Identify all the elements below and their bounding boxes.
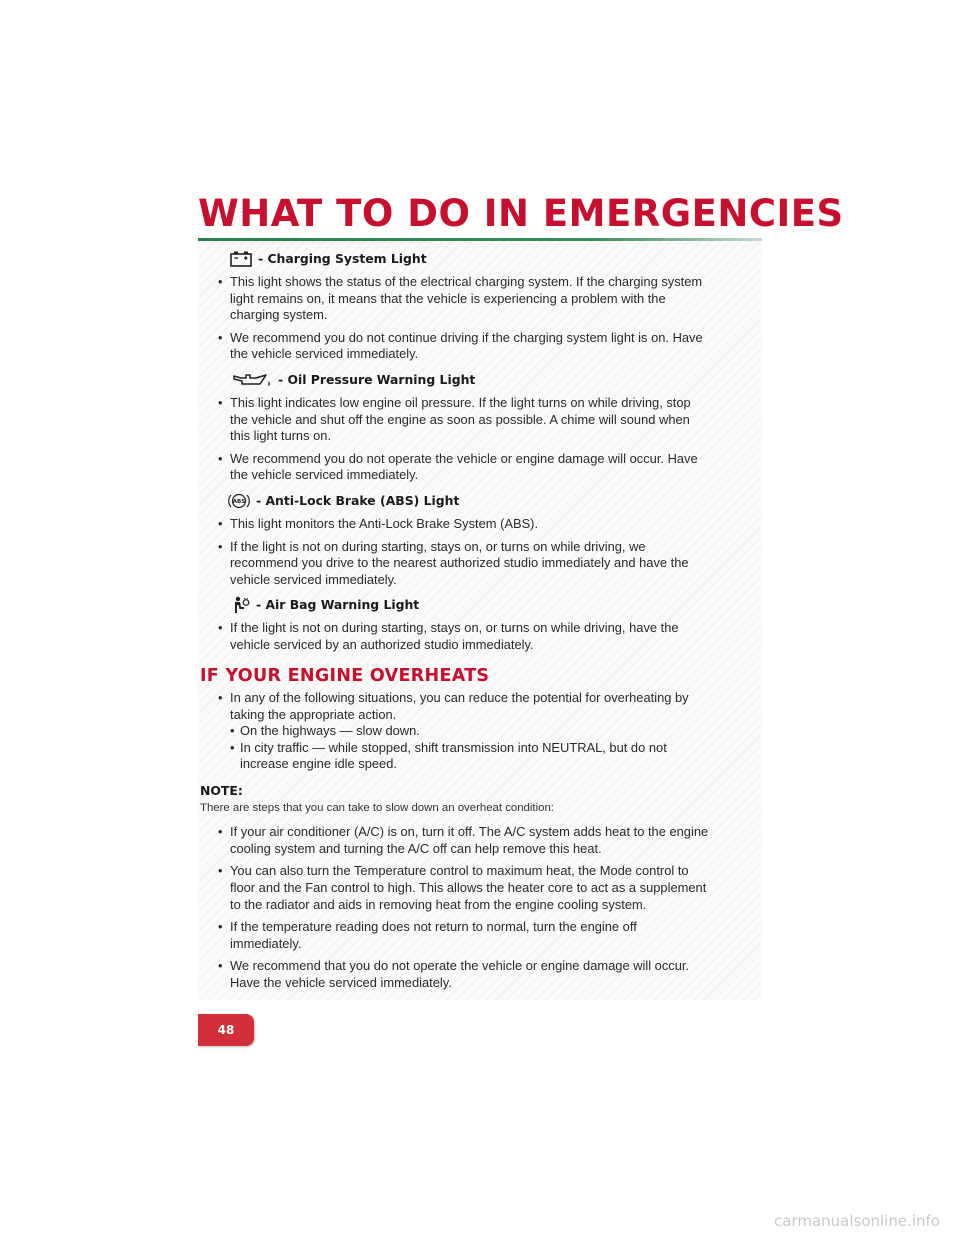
overheat-step-4: • We recommend that you do not operate the vehicle or engine damage will occur. Have the vehicle serviced immediately.: [200, 958, 710, 991]
page-number-badge: 48: [198, 1014, 254, 1046]
abs-icon: [228, 492, 250, 510]
battery-icon: [230, 251, 252, 267]
charging-bullet-1: • This light shows the status of the electrical charging system. If the charging system light remains on, it means that the vehicle is experiencing a problem with the charging system.: [200, 274, 710, 324]
abs-icon-text: ABS: [232, 499, 246, 506]
airbag-bullet-1: • If the light is not on during starting, stays on, or turns on while driving, have the vehicle serviced by an authorized studio immediately.: [200, 620, 710, 653]
abs-bullet-1: • This light monitors the Anti-Lock Brake System (ABS).: [200, 516, 710, 533]
airbag-icon: [232, 596, 250, 614]
airbag-light-heading: [200, 594, 710, 616]
page-content: [200, 248, 710, 998]
watermark: carmanualsonline.info: [774, 1212, 940, 1230]
overheat-sub-bullet-2: • In city traffic — while stopped, shift transmission into NEUTRAL, but do not increase engine idle speed.: [200, 740, 710, 773]
abs-light-heading: [200, 490, 710, 512]
charging-bullet-2: • We recommend you do not continue driving if the charging system light is on. Have the vehicle serviced immediately.: [200, 330, 710, 363]
note-text: There are steps that you can take to slow down an overheat condition:: [200, 801, 554, 814]
overheat-step-1: • If your air conditioner (A/C) is on, turn it off. The A/C system adds heat to the engine cooling system and turning the A/C off can help remove this heat.: [200, 824, 710, 857]
note-label: NOTE:: [200, 783, 243, 799]
oil-light-heading: [200, 369, 710, 391]
header-rule: [198, 238, 762, 241]
airbag-light-title: - Air Bag Warning Light: [256, 597, 420, 613]
abs-light-title: - Anti-Lock Brake (ABS) Light: [256, 492, 460, 508]
oil-bullet-1: • This light indicates low engine oil pressure. If the light turns on while driving, stop the vehicle and shut off the engine as soon as possible. A chime will sound when this light turns on.: [200, 395, 710, 445]
charging-light-heading: [200, 248, 710, 270]
overheat-intro: • In any of the following situations, you can reduce the potential for overheating by taking the appropriate action.: [200, 690, 710, 723]
overheat-sub-bullet-1: • On the highways — slow down.: [200, 723, 710, 740]
overheat-heading: IF YOUR ENGINE OVERHEATS: [200, 665, 490, 686]
page-title: WHAT TO DO IN EMERGENCIES: [198, 192, 844, 235]
oil-light-title: - Oil Pressure Warning Light: [278, 371, 476, 387]
abs-bullet-2: • If the light is not on during starting, stays on, or turns on while driving, we recommend you drive to the nearest authorized studio immediately and have the vehicle serviced immediately.: [200, 539, 710, 589]
overheat-step-3: • If the temperature reading does not return to normal, turn the engine off immediately.: [200, 919, 710, 952]
overheat-step-2: • You can also turn the Temperature control to maximum heat, the Mode control to floor and the Fan control to high. This allows the heater core to act as a supplement to the radiator and aids in removing heat from the engine cooling system.: [200, 863, 710, 913]
oil-can-icon: [232, 372, 272, 388]
charging-light-title: - Charging System Light: [258, 250, 427, 266]
oil-bullet-2: • We recommend you do not operate the vehicle or engine damage will occur. Have the vehicle serviced immediately.: [200, 451, 710, 484]
